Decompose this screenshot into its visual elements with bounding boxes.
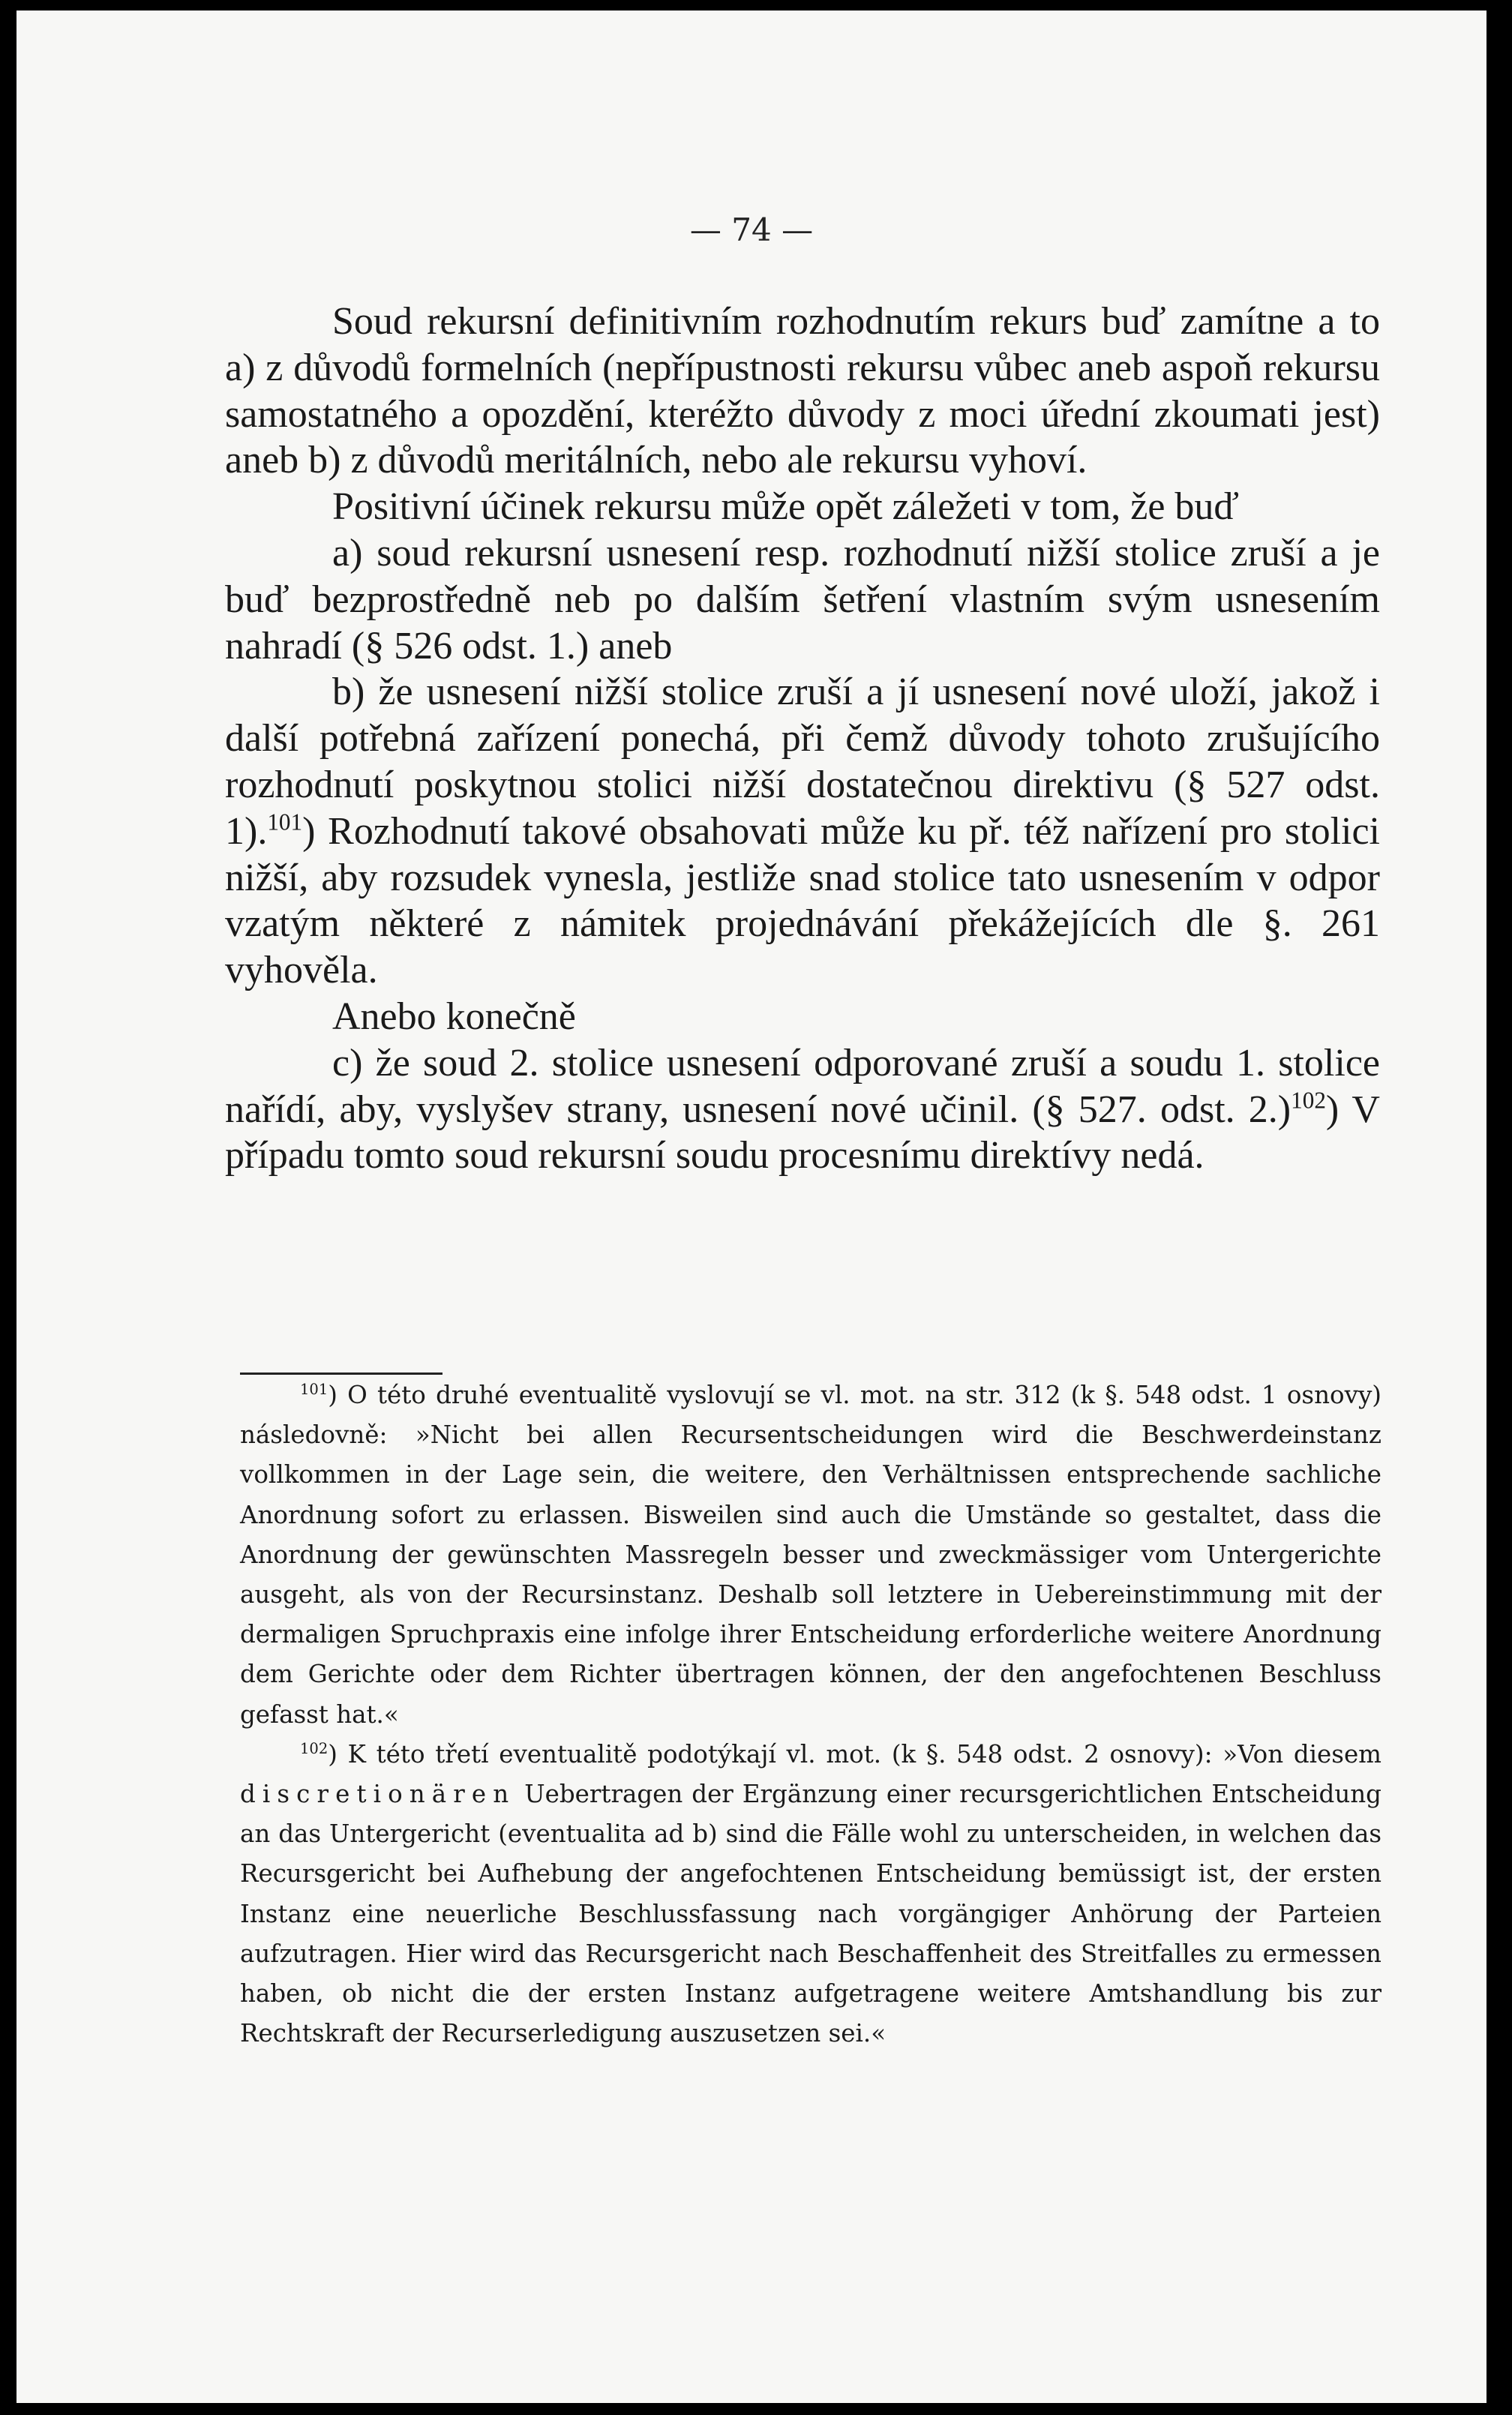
- paragraph-2: Positivní účinek rekursu může opět záležeti v tom, že buď: [332, 485, 1240, 529]
- footnote-102-text-b: Uebertragen der Ergänzung einer recursgerichtlichen Entscheidung an das Untergericht (eventualita ad b) sind die Fälle wohl zu unterscheiden, in welchen das Recursgericht bei Aufhebung der angefochtenen Entscheidung bemüssigt ist, der ersten Instanz eine neuerliche Beschlussfassung nach vorgängiger Anhörung der Parteien aufzutragen. Hier wird das Recursgericht nach Beschaffenheit des Streitfalles zu ermessen haben, ob nicht die der ersten Instanz aufgetragene weitere Amtshandlung bis zur Rechtskraft der Recurserledigung auszusetzen sei.«: [240, 1780, 1382, 2048]
- footnotes: [240, 1376, 1382, 2054]
- footnote-102-text-a: ) K této třetí eventualitě podotýkají vl. mot. (k §. 548 odst. 2 osnovy): »Von diesem: [328, 1739, 1382, 1768]
- footnote-101-text: ) O této druhé eventualitě vyslovují se vl. mot. na str. 312 (k §. 548 odst. 1 osnovy) následovně: »Nicht bei allen Recursentscheidungen wird die Beschwerdeinstanz vollkommen in der Lage sein, die weitere, den Verhältnissen entsprechende sachliche Anordnung sofort zu erlassen. Bisweilen sind auch die Umstände so gestaltet, dass die Anordnung der gewünschten Massregeln besser und zweckmässiger vom Untergerichte ausgeht, als von der Recursinstanz. Deshalb soll letztere in Uebereinstimmung mit der dermaligen Spruchpraxis eine infolge ihrer Entscheidung erforderliche weitere Anordnung dem Gerichte oder dem Richter übertragen können, der den angefochtenen Beschluss gefasst hat.«: [240, 1381, 1382, 1729]
- footnote-divider: [240, 1372, 442, 1375]
- paragraph-6-text-b: ) V případu tomto soud rekursní soudu procesnímu direktívy nedá.: [225, 1088, 1380, 1178]
- book-page: [16, 10, 1486, 2403]
- paragraph-1: Soud rekursní definitivním rozhodnutím rekurs buď zamítne a to a) z důvodů formelních (nepřípustnosti rekursu vůbec aneb aspoň rekursu samostatného a opozdění, kteréžto důvody z moci úřední zkoumati jest) aneb b) z důvodů meritálních, nebo ale rekursu vyhoví.: [225, 300, 1380, 482]
- paragraph-6: [225, 1040, 1380, 1179]
- footnote-ref-101: 101: [267, 808, 303, 836]
- paragraph-4-text-b: ) Rozhodnutí takové obsahovati může ku př. též nařízení pro stolici nižší, aby rozsudek vynesla, jestliže snad stolice tato usnesením v odpor vzatým některé z námitek projednávání překážejících dle §. 261 vyhověla.: [225, 809, 1380, 992]
- footnote-ref-102: 102: [1291, 1087, 1326, 1114]
- footnote-102: [240, 1735, 1382, 2054]
- footnote-101-mark: 101: [300, 1381, 328, 1399]
- paragraph-5: Anebo konečně: [332, 994, 576, 1038]
- footnote-102-mark: 102: [300, 1740, 328, 1757]
- page-number: — 74 —: [689, 212, 814, 248]
- footnote-101: [240, 1376, 1382, 1735]
- paragraph-3: a) soud rekursní usnesení resp. rozhodnutí nižší stolice zruší a je buď bezprostředně neb po dalším šetření vlastním svým usnesením nahradí (§ 526 odst. 1.) aneb: [225, 531, 1380, 668]
- paragraph-4: [225, 669, 1380, 994]
- paragraph-6-text-a: c) že soud 2. stolice usnesení odporované zruší a soudu 1. stolice nařídí, aby, vyslyšev strany, usnesení nové učinil. (§ 527. odst. 2.): [225, 1041, 1380, 1131]
- footnote-102-spaced-word: discretionären: [240, 1780, 516, 1809]
- main-text: [225, 298, 1380, 1179]
- paragraph-4-text-a: b) že usnesení nižší stolice zruší a jí usnesení nové uloží, jakož i další potřebná zařízení ponechá, při čemž důvody tohoto zrušujícího rozhodnutí poskytnou stolici nižší dostatečnou direktivu (§ 527 odst. 1).: [225, 670, 1380, 853]
